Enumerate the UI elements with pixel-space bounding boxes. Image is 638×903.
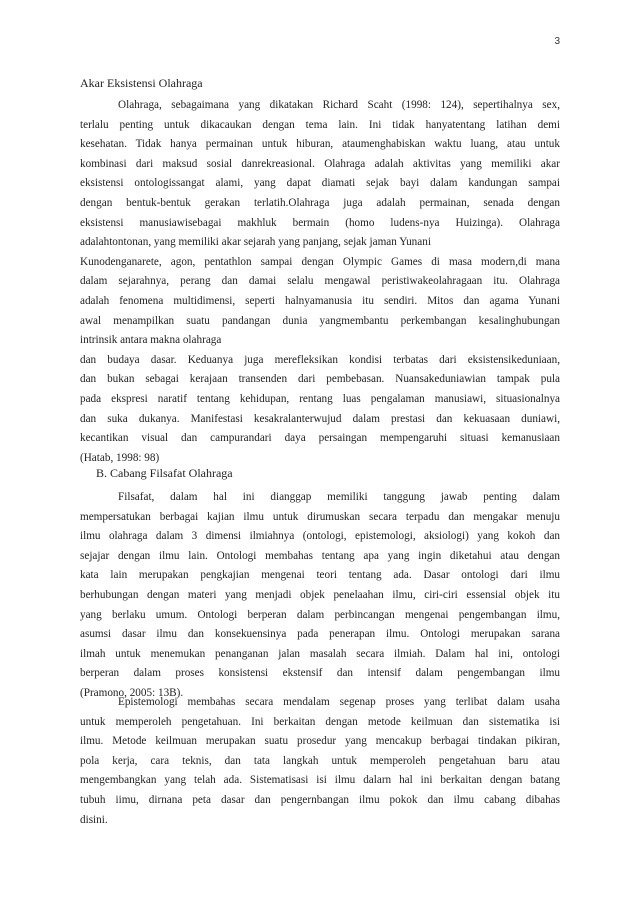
section1-body — [80, 96, 560, 468]
text-line: kata lain merupakan pengkajian mengenai teori tentang ada. Dasar ontologi dari ilmu — [80, 569, 560, 582]
text-line: kombinasi dari maksud sosial danrekreasional. Olahraga adalah aktivitas yang memiliki akar — [80, 157, 560, 170]
text-line: (Pramono, 2005: 13B). — [80, 686, 184, 699]
text-line: ilmu olahraga dalam 3 dimensi ilmiahnya (ontologi, epistemologi, aksiologi) yang kokoh dan — [80, 530, 560, 543]
text-line: dalam sejarahnya, perang dan damai selalu mengawal peristiwakeolahragaan itu. Olahraga — [80, 275, 560, 288]
text-line: dengan bentuk-bentuk gerakan terlatih.Olahraga juga adalah permainan, senada dengan — [80, 196, 560, 209]
text-line: terlalu penting untuk dikacaukan dengan tema lain. Ini tidak hanyatentang latihan demi — [80, 118, 560, 131]
text-line: kecantikan visual dan campurandari daya persaingan mempengaruhi situasi kemanusiaan — [80, 432, 560, 445]
text-line: yang berlaku umum. Ontologi berperan dalam perbincangan mengenai pengembangan ilmu, — [80, 608, 560, 621]
text-line: adalahtontonan, yang memiliki akar sejarah yang panjang, sejak jaman Yunani — [80, 236, 431, 249]
text-line: asumsi dasar ilmu dan konsekuensinya pada penerapan ilmu. Ontologi merupakan sarana — [80, 628, 560, 641]
text-line: tubuh iimu, dirnana peta dasar dan pengernbangan ilmu pokok dan ilmu cabang dibahas — [80, 793, 560, 806]
section-title: Akar Eksistensi Olahraga — [80, 76, 203, 90]
text-line: Filsafat, dalam hal ini dianggap memiliki tanggung jawab penting dalam — [118, 491, 560, 503]
text-line: eksistensi manusiawisebagai makhluk bermain (homo ludens-nya Huizinga). Olahraga — [80, 216, 560, 229]
text-line: ilmu. Metode keilmuan merupakan suatu prosedur yang mencakup berbagai tindakan pikiran, — [80, 735, 560, 748]
text-line: pada ekspresi naratif tentang kehidupan, rentang luas pengalaman manusiawi, situasionalnya — [80, 392, 560, 405]
text-line: mempersatukan berbagai kajian ilmu untuk dirumuskan secara terpadu dan mengakar menuju — [80, 510, 560, 523]
text-line: untuk memperoleh pengetahuan. Ini berkaitan dengan metode keilmuan dan sistematika isi — [80, 715, 560, 728]
text-line: mengembangkan yang telah ada. Sistematisasi isi ilmu dalarn hal ini berkaitan dengan batang — [80, 774, 560, 787]
text-line: intrinsik antara makna olahraga — [80, 334, 222, 347]
text-line: berperan dalam proses konsistensi ekstensif dan intensif dalam pengembangan ilmu — [80, 667, 560, 680]
subsection-heading: B. Cabang Filsafat Olahraga — [96, 466, 233, 480]
text-line: berhubungan dengan materi yang menjadi objek penelaahan ilmu, ciri-ciri essensial objek itu — [80, 588, 560, 601]
text-line: dan bukan sebagai kerajaan transenden dari pembebasan. Nuansakeduniawian tampak pula — [80, 373, 560, 386]
text-line: disini. — [80, 813, 108, 826]
text-line: pola kerja, cara teknis, dan tata langkah untuk memperoleh pengetahuan baru atau — [80, 754, 560, 767]
text-line: ilmah untuk menemukan penanganan jalan masalah secara ilmiah. Dalam hal ini, ontologi — [80, 647, 560, 660]
text-line: Kunodenganarete, agon, pentathlon sampai dengan Olympic Games di masa modern,di mana — [80, 255, 560, 268]
text-line: sejajar dengan ilmu lain. Ontologi membahas tentang apa yang ingin diketahui atau dengan — [80, 549, 560, 562]
text-line: Olahraga, sebagaimana yang dikatakan Richard Scaht (1998: 124), sepertihalnya sex, — [118, 99, 560, 111]
text-line: kesehatan. Tidak hanya permainan untuk hiburan, ataumenghabiskan waktu luang, atau untuk — [80, 138, 560, 151]
text-line: Epistemologi membahas secara mendalam segenap proses yang terlibat dalam usaha — [118, 696, 560, 708]
text-line: dan budaya dasar. Keduanya juga merefleksikan kondisi terbatas dari eksistensikeduniaan, — [80, 353, 560, 366]
section2-paragraph-1 — [80, 488, 560, 704]
text-line: dan suka dukanya. Manifestasi kesakralanterwujud dalam prestasi dan kekuasaan duniawi, — [80, 412, 560, 425]
text-line: (Hatab, 1998: 98) — [80, 451, 160, 464]
text-line: adalah fenomena multidimensi, seperti halnyamanusia itu sendiri. Mitos dan agama Yunani — [80, 294, 560, 307]
text-line: awal menampilkan suatu pandangan dunia yangmembantu perkembangan kesalinghubungan — [80, 314, 560, 327]
section2-paragraph-2 — [80, 693, 560, 830]
page-number: 3 — [554, 36, 560, 47]
text-line: eksistensi ontologissangat alami, yang dapat diamati sejak bayi dalam kandungan sampai — [80, 177, 560, 190]
